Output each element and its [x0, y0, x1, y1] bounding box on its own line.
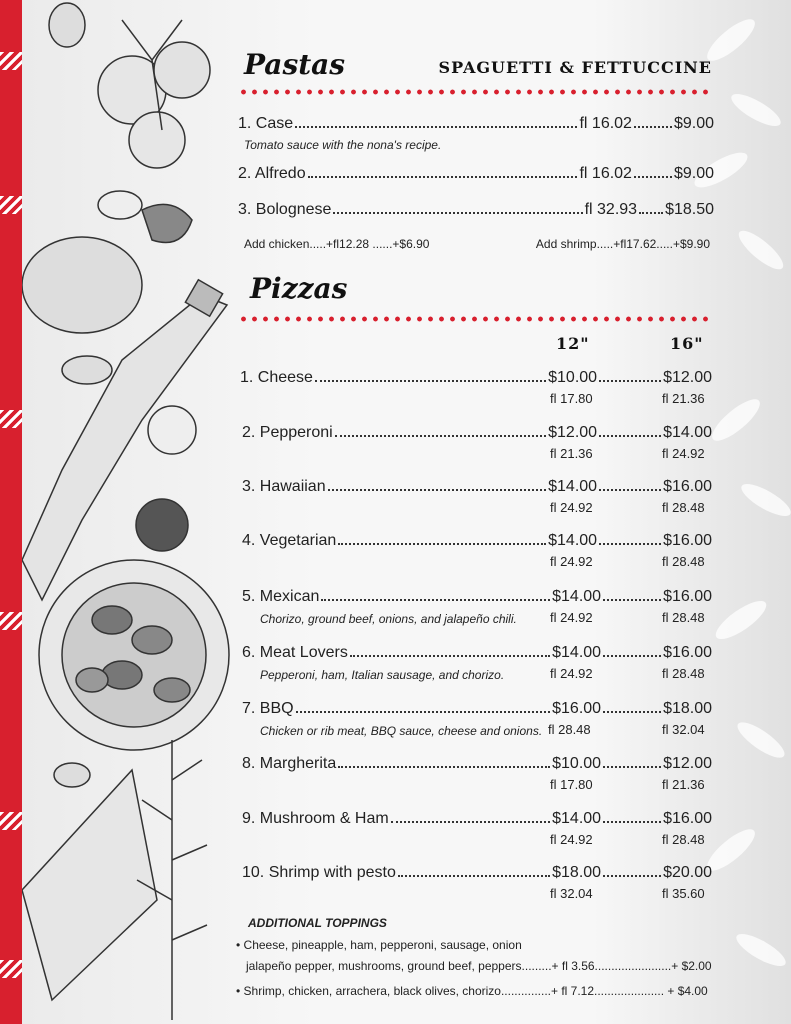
pizza-price-12: $16.00: [552, 700, 602, 717]
pizza-item-name: 6. Meat Lovers: [242, 644, 348, 661]
pizza-item-name: 2. Pepperoni: [242, 424, 333, 441]
pizza-fl-12: fl 24.92: [550, 554, 593, 569]
dot-leader: [603, 861, 661, 877]
dot-leader: [634, 112, 672, 128]
pizza-price-16: $12.00: [663, 369, 712, 386]
pizza-item-name: 8. Margherita: [242, 755, 337, 772]
dot-leader: [603, 807, 661, 823]
pizza-item-name: 1. Cheese: [240, 369, 313, 386]
pizza-fl-12: fl 28.48: [548, 722, 591, 737]
pizza-price-12: $10.00: [552, 755, 602, 772]
dot-leader: [335, 421, 546, 437]
pizza-fl-12: fl 24.92: [550, 832, 593, 847]
pizza-price-16: $16.00: [663, 810, 712, 827]
pastas-divider: [238, 89, 714, 95]
toppings-line: • Cheese, pineapple, ham, pepperoni, sausage, onion: [236, 938, 522, 952]
pizza-price-12: $10.00: [548, 369, 598, 386]
pizza-item-line: [242, 861, 712, 882]
pizza-fl-16: fl 28.48: [662, 554, 705, 569]
pizza-price-16: $16.00: [663, 588, 712, 605]
pizza-price-16: $16.00: [663, 644, 712, 661]
pizza-item-line: [242, 529, 712, 550]
size-header-12: 12": [556, 334, 590, 353]
pizza-fl-12: fl 24.92: [550, 610, 593, 625]
pizza-price-12: $14.00: [552, 644, 602, 661]
pizza-price-16: $16.00: [663, 532, 712, 549]
dot-leader: [603, 697, 661, 713]
pizza-fl-16: fl 28.48: [662, 500, 705, 515]
dot-leader: [599, 421, 661, 437]
dot-leader: [321, 585, 550, 601]
dot-leader: [599, 366, 661, 382]
pasta-item-name: 1. Case: [238, 115, 294, 132]
pizza-fl-16: fl 21.36: [662, 777, 705, 792]
pasta-item-price: $18.50: [665, 201, 714, 218]
pizza-item-line: [242, 807, 712, 828]
pasta-item-name: 2. Alfredo: [238, 165, 306, 182]
pizzas-title: Pizzas: [250, 272, 348, 305]
dot-leader: [350, 641, 550, 657]
pasta-item: [238, 112, 714, 133]
pizza-item-name: 5. Mexican: [242, 588, 320, 605]
pizza-price-12: $12.00: [548, 424, 598, 441]
pizza-fl-12: fl 21.36: [550, 446, 593, 461]
pastas-subtitle: SPAGUETTI & FETTUCCINE: [438, 58, 712, 77]
pizza-price-16: $12.00: [663, 755, 712, 772]
dot-leader: [599, 475, 661, 491]
pizza-item-name: 10. Shrimp with pesto: [242, 864, 396, 881]
pastas-title: Pastas: [244, 48, 346, 81]
pizza-item-line: [242, 475, 712, 496]
pasta-item-name: 3. Bolognese: [238, 201, 332, 218]
pizza-fl-12: fl 17.80: [550, 391, 593, 406]
pizza-fl-16: fl 28.48: [662, 832, 705, 847]
pizza-item-description: Pepperoni, ham, Italian sausage, and chorizo.: [260, 668, 505, 682]
pizza-item-description: Chicken or rib meat, BBQ sauce, cheese and onions.: [260, 724, 543, 738]
pasta-item-price: $9.00: [673, 115, 714, 132]
food-illustration: [22, 0, 232, 1024]
pizza-fl-12: fl 24.92: [550, 666, 593, 681]
pizza-fl-16: fl 28.48: [662, 666, 705, 681]
dot-leader: [639, 198, 663, 214]
addon-chicken: Add chicken.....+fl12.28 ......+$6.90: [244, 237, 430, 251]
pizza-item-line: [242, 641, 712, 662]
dot-leader: [295, 112, 577, 128]
dot-leader: [391, 807, 550, 823]
red-border-strip: [0, 0, 22, 1024]
pizza-fl-12: fl 32.04: [550, 886, 593, 901]
dot-leader: [603, 585, 661, 601]
pizza-price-12: $14.00: [548, 478, 598, 495]
pizza-item-name: 3. Hawaiian: [242, 478, 326, 495]
pizza-fl-16: fl 24.92: [662, 446, 705, 461]
dot-leader: [398, 861, 550, 877]
toppings-title: ADDITIONAL TOPPINGS: [248, 916, 387, 930]
pasta-item-description: Tomato sauce with the nona's recipe.: [244, 138, 442, 152]
pizza-fl-12: fl 24.92: [550, 500, 593, 515]
pizza-price-16: $14.00: [663, 424, 712, 441]
pizza-fl-16: fl 21.36: [662, 391, 705, 406]
pizza-item-line: [242, 752, 712, 773]
addon-shrimp: Add shrimp.....+fl17.62.....+$9.90: [535, 237, 710, 251]
pizza-price-12: $14.00: [552, 588, 602, 605]
pizzas-divider: [238, 316, 714, 322]
pizza-fl-16: fl 32.04: [662, 722, 705, 737]
stripe-decoration: [0, 196, 22, 214]
dot-leader: [296, 697, 551, 713]
dot-leader: [315, 366, 546, 382]
pasta-item: [238, 198, 714, 219]
pizza-item-line: [242, 697, 712, 718]
stripe-decoration: [0, 812, 22, 830]
pizza-price-12: $18.00: [552, 864, 602, 881]
dot-leader: [599, 529, 661, 545]
pasta-item-fl-price: fl 16.02: [579, 165, 632, 182]
dot-leader: [338, 752, 550, 768]
dot-leader: [603, 641, 661, 657]
dot-leader: [328, 475, 547, 491]
pizza-price-16: $18.00: [663, 700, 712, 717]
pizza-price-16: $20.00: [663, 864, 712, 881]
pizza-price-12: $14.00: [552, 810, 602, 827]
pasta-item-fl-price: fl 32.93: [584, 201, 638, 218]
dot-leader: [308, 162, 578, 178]
pizza-price-12: $14.00: [548, 532, 598, 549]
pizza-item-line: [242, 585, 712, 606]
pizza-fl-16: fl 35.60: [662, 886, 705, 901]
pizza-price-16: $16.00: [663, 478, 712, 495]
pasta-item-fl-price: fl 16.02: [579, 115, 632, 132]
dot-leader: [603, 752, 661, 768]
toppings-line: jalapeño pepper, mushrooms, ground beef, peppers.........+ fl 3.56.......................+ $2.00: [246, 959, 712, 973]
pasta-item: [238, 162, 714, 183]
stripe-decoration: [0, 410, 22, 428]
stripe-decoration: [0, 612, 22, 630]
pizza-fl-16: fl 28.48: [662, 610, 705, 625]
pasta-item-price: $9.00: [673, 165, 714, 182]
dot-leader: [338, 529, 546, 545]
pizza-item-name: 9. Mushroom & Ham: [242, 810, 389, 827]
stripe-decoration: [0, 52, 22, 70]
pizza-item-name: 7. BBQ: [242, 700, 294, 717]
pizza-item-line: [242, 421, 712, 442]
pizza-item-line: [240, 366, 712, 387]
pizza-fl-12: fl 17.80: [550, 777, 593, 792]
dot-leader: [333, 198, 582, 214]
dot-leader: [634, 162, 672, 178]
toppings-line: • Shrimp, chicken, arrachera, black olives, chorizo...............+ fl 7.12..................... + $4.00: [236, 984, 708, 998]
pizza-item-description: Chorizo, ground beef, onions, and jalapeño chili.: [260, 612, 517, 626]
size-header-16: 16": [670, 334, 704, 353]
stripe-decoration: [0, 960, 22, 978]
pizza-item-name: 4. Vegetarian: [242, 532, 337, 549]
